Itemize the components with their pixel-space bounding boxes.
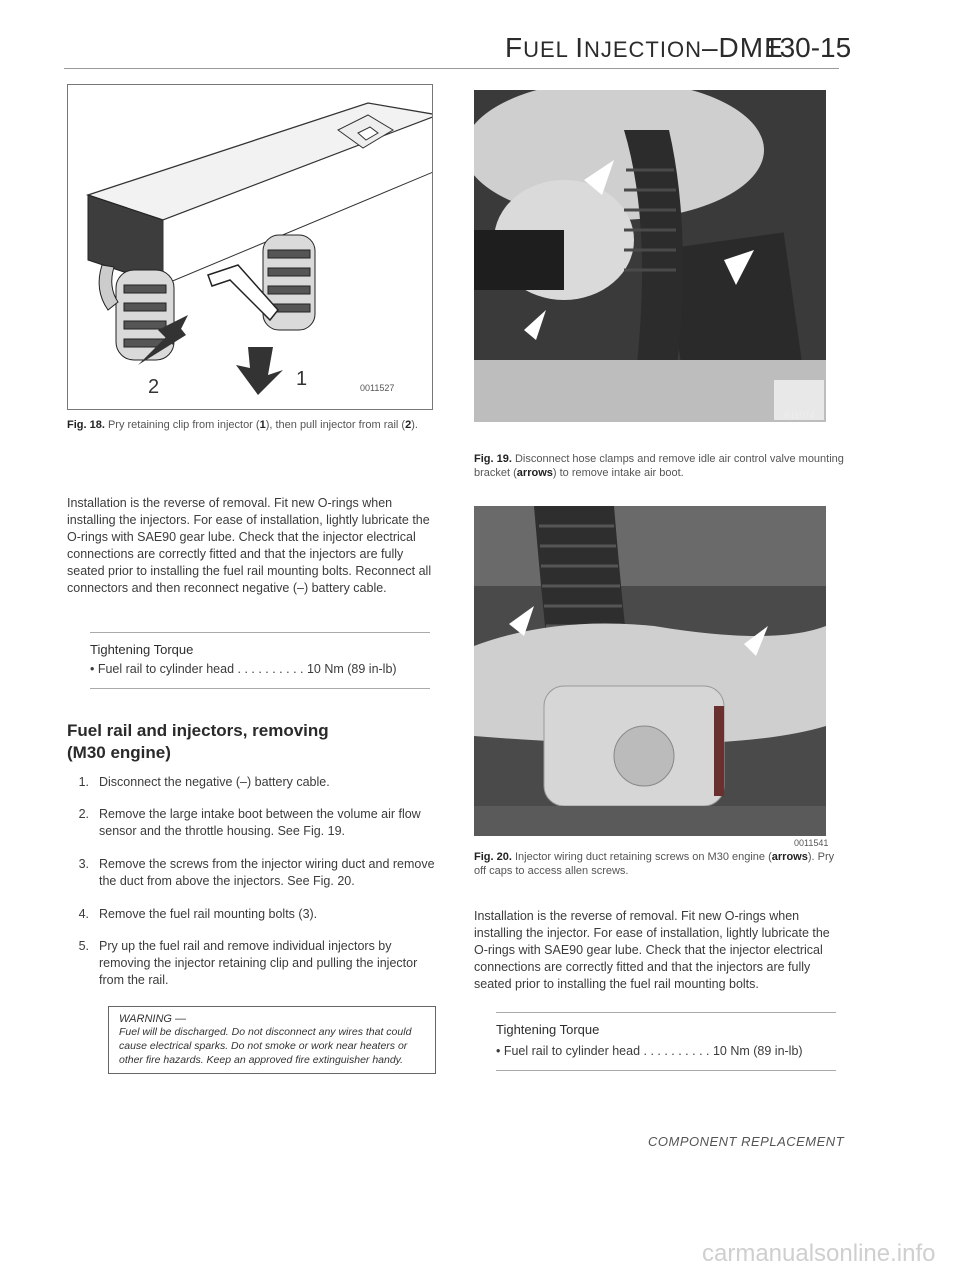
left-install-paragraph: Installation is the reverse of removal. Fit new O-rings when installing the injectors. For ease of installation, lightly lubricate the O-rings with SAE90 gear lube. Check that the injector electrical connections are correctly fitted and that the injectors are fully seated prior to installing the fuel rail mounting bolts. Reconnect all connectors and then reconnect negative (–) battery cable. [67,496,432,595]
section-heading [67,720,435,764]
fuel-rail-drawing [68,85,432,409]
torque-right-title: Tightening Torque [496,1022,600,1037]
warning-box [108,1006,436,1074]
fig20-caption: Fig. 20. Injector wiring duct retaining screws on M30 engine (arrows). Pry off caps to access allen screws. [474,851,835,877]
torque-right-top-rule [496,1012,836,1013]
step-5: 5. Pry up the fuel rail and remove individual injectors by removing the injector retaining clip and pulling the injector from the rail. [78,939,418,987]
fig20-photo [474,506,826,836]
step-4: 4. Remove the fuel rail mounting bolts (3). [78,907,318,921]
section-heading-line-2: (M30 engine) [67,743,171,762]
step-2: 2. Remove the large intake boot between the volume air flow sensor and the throttle housing. See Fig. 19. [78,807,421,838]
fig19-caption: Fig. 19. Disconnect hose clamps and remove idle air control valve mounting bracket (arrows) to remove intake air boot. [474,453,844,479]
fig19-photo [474,90,826,422]
torque-right-line: • Fuel rail to cylinder head . . . . . . . . . . 10 Nm (89 in-lb) [496,1044,803,1058]
warning-title: WARNING — [119,1013,187,1025]
step-3: 3. Remove the screws from the injector wiring duct and remove the duct from above the injectors. See Fig. 20. [78,857,435,888]
right-install-paragraph: Installation is the reverse of removal. Fit new O-rings when installing the injector. For ease of installation, lightly lubricate the O-rings with SAE90 gear lube. Check that the injector electrical connections are correctly fitted and that the injectors are fully seated prior to installing the fuel rail mounting bolts. [474,909,830,991]
fig19-code: B11074 [784,410,815,420]
engine-photo-fig19 [474,90,826,422]
warning-text: Fuel will be discharged. Do not disconnect any wires that could cause electrical sparks. Do not smoke or work near heaters or other fire hazards. Keep an approved fire extinguisher handy. [119,1026,412,1066]
page-header-title: FUEL INJECTION–DME [505,32,784,63]
watermark: carmanualsonline.info [702,1240,936,1267]
fig20-code: 0011541 [794,838,829,848]
section-heading-line-1: Fuel rail and injectors, removing [67,721,329,740]
header-rule [64,68,839,69]
step-1: 1. Disconnect the negative (–) battery cable. [78,775,330,789]
fig18-illustration [67,84,433,410]
fig18-label-2: 2 [148,376,160,398]
torque-left-title: Tightening Torque [90,642,194,657]
fig18-code: 0011527 [360,383,395,393]
torque-left-top-rule [90,632,430,633]
page-number: 130-15 [764,32,852,63]
page-footer: COMPONENT REPLACEMENT [648,1134,845,1149]
torque-left-line: • Fuel rail to cylinder head . . . . . . . . . . 10 Nm (89 in-lb) [90,662,397,676]
torque-left-bottom-rule [90,688,430,689]
engine-photo-fig20 [474,506,826,836]
fig18-label-1: 1 [296,368,308,390]
torque-right-bottom-rule [496,1070,836,1071]
fig18-caption: Fig. 18. Pry retaining clip from injector (1), then pull injector from rail (2). [67,419,418,431]
